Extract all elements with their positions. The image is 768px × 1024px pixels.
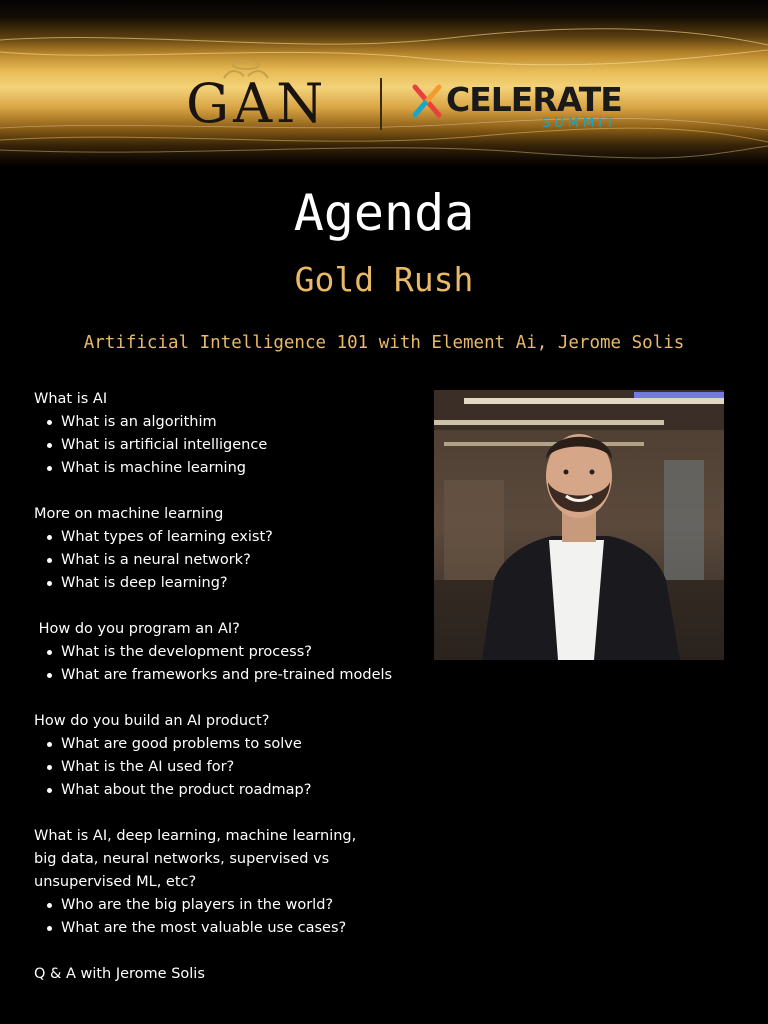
list-item: What about the product roadmap? [34, 779, 424, 802]
agenda-list [34, 388, 424, 986]
gan-logo: GAN [186, 72, 328, 135]
xcelerate-x-icon [412, 84, 442, 118]
section-heading: What is AI [34, 391, 108, 407]
list-item: What is machine learning [34, 457, 424, 480]
agenda-section [34, 710, 424, 802]
list-item: What types of learning exist? [34, 526, 424, 549]
list-item: What is a neural network? [34, 549, 424, 572]
closing-note: Q & A with Jerome Solis [34, 966, 205, 982]
page-title: Agenda [293, 184, 475, 242]
agenda-section [34, 388, 424, 480]
xcelerate-logo: CELERATE [446, 80, 622, 119]
summit-label: SUMMIT [542, 116, 618, 131]
section-heading: What is AI, deep learning, machine learning, big data, neural networks, supervised vs unsupervised ML, etc? [34, 828, 357, 890]
agenda-section [34, 825, 424, 940]
list-item: What are frameworks and pre-trained models [34, 664, 424, 687]
list-item: What is deep learning? [34, 572, 424, 595]
agenda-section [34, 618, 424, 687]
header-banner [0, 0, 768, 168]
agenda-section [34, 503, 424, 595]
logo-row [0, 64, 768, 144]
speaker-photo [434, 390, 724, 660]
list-item: What are the most valuable use cases? [34, 917, 424, 940]
list-item: What is the AI used for? [34, 756, 424, 779]
section-heading: More on machine learning [34, 506, 224, 522]
list-item: What is artificial intelligence [34, 434, 424, 457]
session-title: Artificial Intelligence 101 with Element Ai, Jerome Solis [83, 333, 685, 353]
list-item: What are good problems to solve [34, 733, 424, 756]
speaker-portrait-image [434, 390, 724, 660]
section-heading: How do you program an AI? [34, 621, 240, 637]
list-item: Who are the big players in the world? [34, 894, 424, 917]
page-subtitle: Gold Rush [294, 260, 474, 299]
section-heading: How do you build an AI product? [34, 713, 270, 729]
logo-divider [380, 78, 382, 130]
list-item: What is the development process? [34, 641, 424, 664]
list-item: What is an algorithim [34, 411, 424, 434]
